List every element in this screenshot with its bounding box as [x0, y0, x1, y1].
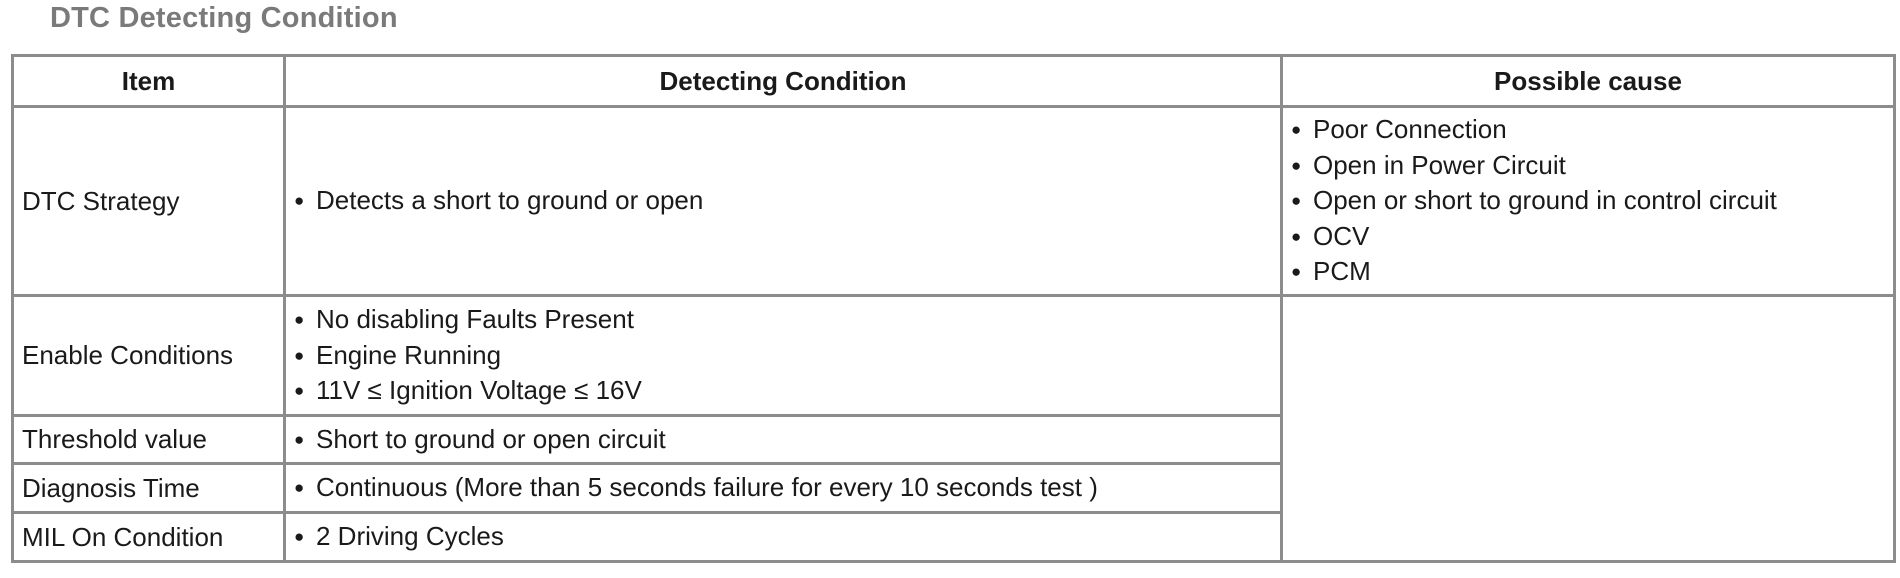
list-item: ● Short to ground or open circuit [294, 422, 1280, 458]
condition-cell [285, 296, 1282, 416]
list-item: ● Engine Running [294, 338, 1280, 374]
list-item: ● Open in Power Circuit [1291, 148, 1893, 184]
condition-cell [285, 464, 1282, 513]
list-item: ● OCV [1291, 219, 1893, 255]
condition-list [294, 302, 1280, 409]
condition-cell [285, 416, 1282, 464]
list-item: ● Open or short to ground in control circuit [1291, 183, 1893, 219]
header-possible-cause: Possible cause [1282, 56, 1895, 107]
item-cell: MIL On Condition [13, 513, 285, 562]
list-item: ● No disabling Faults Present [294, 302, 1280, 338]
condition-list [294, 470, 1280, 506]
condition-list [294, 183, 1280, 219]
condition-cell [285, 107, 1282, 296]
condition-cell [285, 513, 1282, 562]
item-cell: DTC Strategy [13, 107, 285, 296]
empty-cause-cell [1282, 296, 1895, 562]
header-item: Item [13, 56, 285, 107]
table-header-row [13, 56, 1895, 107]
list-item: ● Detects a short to ground or open [294, 183, 1280, 219]
table-row [13, 296, 1895, 416]
condition-list [294, 519, 1280, 555]
cause-list [1291, 112, 1893, 290]
dtc-condition-table [11, 54, 1896, 563]
list-item: ● 2 Driving Cycles [294, 519, 1280, 555]
list-item: ● PCM [1291, 254, 1893, 290]
cause-cell [1282, 107, 1895, 296]
list-item: ● Continuous (More than 5 seconds failure for every 10 seconds test ) [294, 470, 1280, 506]
list-item: ● Poor Connection [1291, 112, 1893, 148]
header-detecting-condition: Detecting Condition [285, 56, 1282, 107]
item-cell: Enable Conditions [13, 296, 285, 416]
item-cell: Diagnosis Time [13, 464, 285, 513]
list-item: ● 11V ≤ Ignition Voltage ≤ 16V [294, 373, 1280, 409]
item-cell: Threshold value [13, 416, 285, 464]
table-row [13, 107, 1895, 296]
page-title: DTC Detecting Condition [50, 2, 398, 34]
condition-list [294, 422, 1280, 458]
